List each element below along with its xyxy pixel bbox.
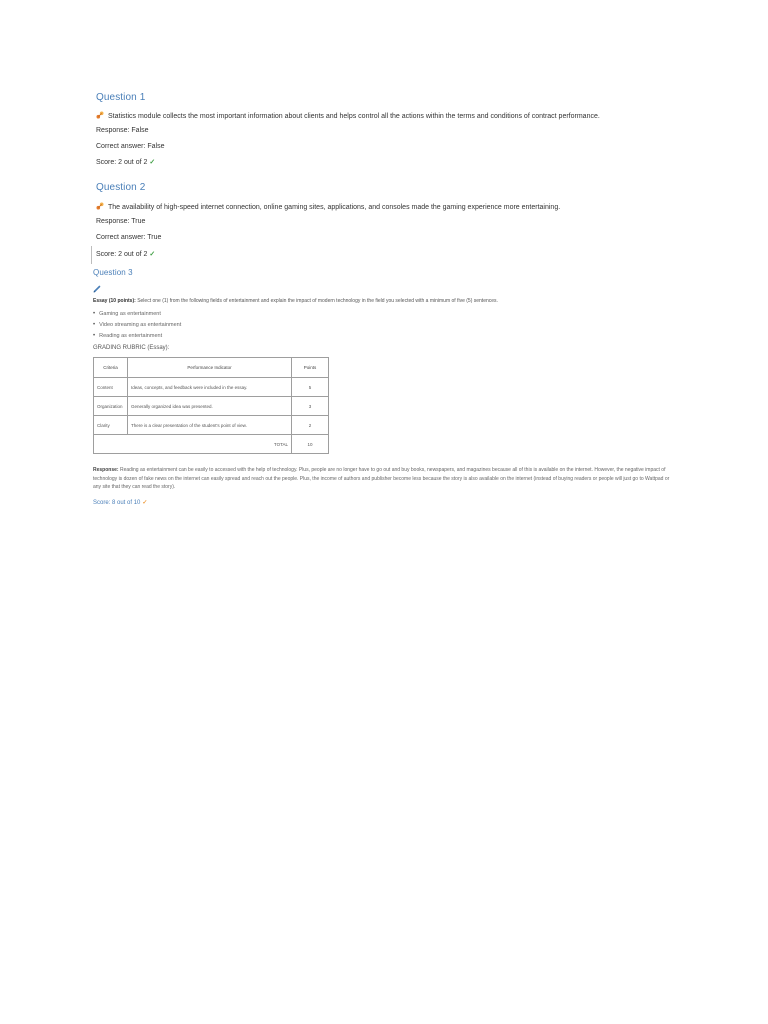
question-1-correct-answer: Correct answer: False [96, 143, 165, 150]
table-row [94, 378, 329, 397]
criteria-cell: Clarity [94, 416, 128, 435]
essay-options-list [93, 309, 181, 342]
indicator-cell: There is a clear presentation of the student's point of view. [128, 416, 292, 435]
column-header: Points [292, 358, 329, 378]
points-cell: 2 [292, 416, 329, 435]
table-header-row [94, 358, 329, 378]
check-icon: ✓ [149, 251, 156, 258]
question-1-score-text: Score: 2 out of 2 [96, 159, 148, 166]
indicator-cell: Generally organized idea was presented. [128, 397, 292, 416]
question-2-statement-text: The availability of high-speed internet connection, online gaming sites, applications, and consoles made the gaming experience more entertaining. [108, 204, 561, 211]
table-row [94, 397, 329, 416]
question-3-score-text: Score: 8 out of 10 [93, 500, 141, 506]
table-row [94, 416, 329, 435]
question-3-title[interactable]: Question 3 [93, 268, 133, 277]
true-false-question-icon [96, 202, 104, 210]
total-value: 10 [292, 435, 329, 454]
points-cell: 3 [292, 397, 329, 416]
grading-rubric-table [93, 357, 329, 454]
total-label: TOTAL [94, 435, 292, 454]
true-false-question-icon [96, 111, 104, 119]
question-2-correct-answer: Correct answer: True [96, 234, 162, 241]
indicator-cell: Ideas, concepts, and feedback were included in the essay. [128, 378, 292, 397]
response-text: Reading as entertainment can be easily to accessed with the help of technology. Plus, people are no longer have to go out and buy books, newspapers, and magazines because all of this is available on the internet. However, the negative impact of technology is dozen of fake news on the internet can easily spread and reach out the people. Plus, the income of authors and publisher become less because the story is also available on the internet (instead of buying readers or people will just go to Wattpad or any site that they can read the story). [93, 467, 670, 490]
essay-label: Essay (10 points): [93, 298, 136, 304]
essay-prompt: Select one (1) from the following fields of entertainment and explain the impact of modern technology in the field you selected with a minimum of five (5) sentences. [137, 298, 498, 304]
question-1-statement [96, 111, 600, 120]
criteria-cell: Organization [94, 397, 128, 416]
question-1-statement-text: Statistics module collects the most important information about clients and helps control all the actions within the terms and conditions of contract performance. [108, 113, 600, 120]
column-header: Criteria [94, 358, 128, 378]
pencil-icon [93, 285, 101, 293]
question-2-statement [96, 202, 560, 211]
question-1-response: Response: False [96, 127, 149, 134]
response-label: Response: [93, 467, 119, 473]
list-item: • Reading as entertainment [93, 331, 181, 342]
table-total-row [94, 435, 329, 454]
criteria-cell: Content [94, 378, 128, 397]
question-2-title[interactable]: Question 2 [96, 182, 146, 193]
check-icon: ✓ [149, 159, 156, 166]
list-item: • Gaming as entertainment [93, 309, 181, 320]
question-1-score [96, 158, 155, 166]
question-3-score [93, 499, 147, 506]
essay-response [93, 466, 678, 492]
column-header: Performance Indicator [128, 358, 292, 378]
points-cell: 5 [292, 378, 329, 397]
check-icon: ✓ [142, 500, 148, 506]
question-2-score [96, 250, 155, 258]
question-1-title[interactable]: Question 1 [96, 92, 146, 103]
score-divider [91, 246, 92, 264]
rubric-title: GRADING RUBRIC (Essay): [93, 345, 170, 351]
question-2-response: Response: True [96, 218, 146, 225]
list-item: • Video streaming as entertainment [93, 320, 181, 331]
question-2-score-text: Score: 2 out of 2 [96, 251, 148, 258]
essay-instructions [93, 298, 498, 304]
